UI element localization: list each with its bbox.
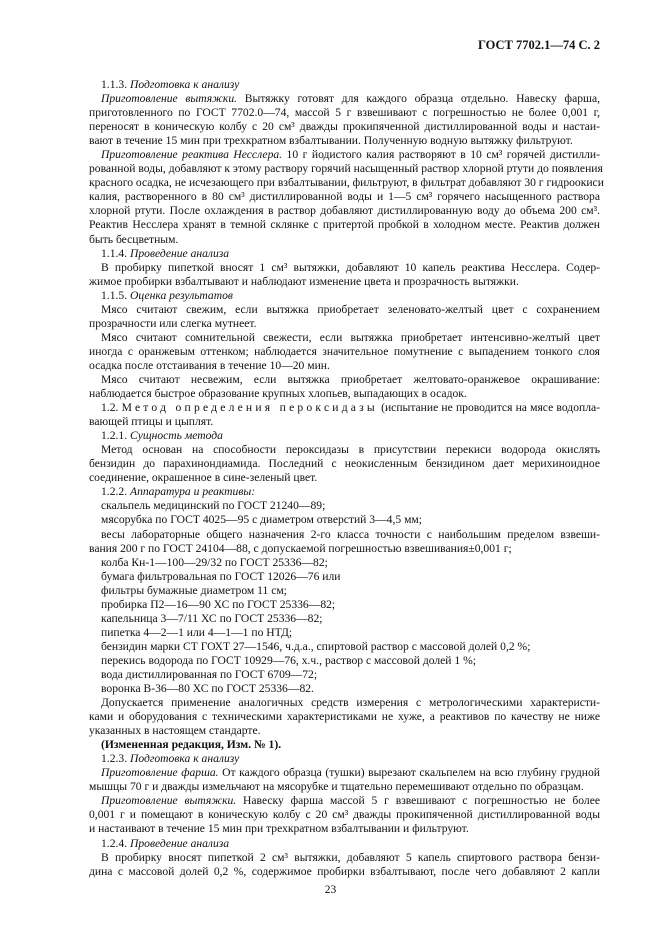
text-line [89,275,600,289]
paragraph [89,443,600,485]
text-line [89,345,600,359]
text-line [89,640,600,654]
text: дина с массовой долей 0,2 %, содержимое пробирки взбалтывают, после чего добавляют 2 капли [89,864,600,878]
paragraph [89,766,600,794]
text-line [89,176,604,190]
paragraph [89,303,600,331]
text-line [89,794,600,808]
text: 1.2.4. [101,836,130,850]
text: наблюдается быстрое образование крупных хлопьев, выпадающих в осадок. [89,387,467,401]
text-line [89,542,600,556]
spaced-heading-text: Метод определения пероксидазы [121,401,378,415]
text-line [89,584,600,598]
paragraph [89,429,600,443]
text-line [89,738,600,752]
text: пробирка П2—16—90 ХС по ГОСТ 25336—82; [101,597,336,611]
text: бумага фильтровальная по ГОСТ 12026—76 или [101,569,341,583]
text-line [89,162,603,176]
text: осадка после отстаивания в течение 10—20 мин. [89,358,330,372]
text: вания 200 г по ГОСТ 24104—88, с допускаемой погрешностью взвешивания±0,001 г; [89,541,512,555]
italic-text: Приготовление вытяжки. [101,794,237,808]
paragraph [89,528,600,556]
text: мясорубка по ГОСТ 4025—95 с диаметром отверстий 3—4,5 мм; [101,513,422,527]
text-line [89,233,600,247]
paragraph [89,640,600,654]
text-line [89,471,600,485]
paragraph [89,485,600,499]
paragraph [89,612,600,626]
paragraph [89,499,600,513]
text: Навеску фарша массой 5 г взвешивают с погрешностью не более [236,794,600,808]
text: 1.2.2. [101,485,130,499]
text: 1.1.3. [101,78,130,91]
text-line [89,556,600,570]
text-line [89,612,600,626]
text-line [89,134,600,148]
text-line [89,654,600,668]
text-line [89,359,600,373]
text-line [89,710,600,724]
paragraph [89,598,600,612]
italic-text: Приготовление реактива Несслера. [101,148,283,162]
text-line [89,822,600,836]
text: Вытяжку готовят для каждого образца отдельно. Навеску фарша, [237,92,600,106]
text-line [89,331,600,345]
text-line [89,120,600,134]
text-line [89,204,600,218]
italic-text: Приготовление фарша. [101,766,219,780]
italic-text: Оценка результатов [129,288,233,302]
text-line [89,218,600,232]
paragraph [89,696,600,738]
text: переносят в коническую колбу с 20 см³ дважды прокипяченной дистиллированной воды и настаи- [89,120,600,134]
text: В пробирку вносят пипеткой 2 см³ вытяжки, добавляют 5 капель спиртового раствора бензи- [101,850,600,864]
text: прозрачности или слегка мутнеет. [89,316,257,330]
page-header: ГОСТ 7702.1—74 С. 2 [477,38,600,52]
document-body [89,78,604,879]
text: красного осадка, не исчезающего при взбалтывании, фильтруют, в фильтрат добавляют 30 г гидроокиси [89,176,604,190]
text-line [89,387,600,401]
text: 0,001 г и помещают в коническую колбу с 20 см³ дважды прокипяченной дистиллированной воды [89,808,600,822]
italic-text: Подготовка к анализу [129,752,240,766]
italic-text: Аппаратура и реактивы: [129,485,256,499]
text: и настаивают в течение 15 мин при трехкратном взбалтывании и фильтруют. [89,822,469,836]
text-line [89,106,600,120]
text-line [89,598,600,612]
text: перекись водорода по ГОСТ 10929—76, х.ч., раствор с массовой долей 1 %; [101,653,476,667]
text-line [89,401,600,415]
paragraph [89,92,600,148]
text-line [89,752,600,766]
text-line [89,148,600,162]
text-line [89,190,600,204]
text-line [89,513,600,527]
paragraph [89,752,600,766]
text: Метод основан на способности пероксидазы в присутствии перекиси водорода окислять [101,443,600,457]
text: Мясо считают несвежим, если вытяжка приобретает желтовато-оранжевое окрашивание: [101,372,600,386]
text-line [89,457,600,471]
paragraph [89,570,600,584]
italic-text: Приготовление вытяжки. [101,92,238,106]
text: Реактив Несслера хранят в темной склянке с притертой пробкой в холодном месте. Реактив должен [89,218,600,232]
text: Мясо считают свежим, если вытяжка приобретает зеленовато-желтый цвет с сохранением [101,302,600,316]
text: хлорной ртути. После охлаждения в раствор добавляют дистиллированную воду до объема 200 см³. [89,204,600,218]
text-line [89,247,600,261]
paragraph [89,851,600,879]
paragraph [89,261,600,289]
text-line [89,317,600,331]
text: фильтры бумажные диаметром 11 см; [101,583,287,597]
text: 1.2.3. [101,752,130,766]
text: 1.2. [101,401,122,415]
paragraph [89,556,600,570]
text: пипетка 4—2—1 или 4—1—1 по НТД; [101,625,293,639]
italic-text: Сущность метода [129,429,223,443]
text-line [89,499,600,513]
text: вают в течение 15 мин при трехкратном взбалтывании. Полученную водную вытяжку фильтруют. [89,134,573,148]
text-line [89,766,600,780]
paragraph [89,837,600,851]
text: указанных в настоящем стандарте. [89,724,261,738]
text: рованной воды, добавляют к этому раствору горячий насыщенный раствор хлорной ртути до появления [89,162,603,176]
text-line [89,865,600,879]
text: В пробирку пипеткой вносят 1 см³ вытяжки, добавляют 10 капель реактива Несслера. Содер- [101,260,600,274]
text: 10 г йодистого калия растворяют в 10 см³ горячей дистилли- [282,148,600,162]
text-line [89,415,600,429]
text-line [89,808,600,822]
paragraph [89,682,600,696]
paragraph [89,513,600,527]
paragraph [89,78,600,92]
italic-text: Подготовка к анализу [129,78,240,91]
page-number: 23 [324,884,337,896]
text: иногда с оранжевым оттенком; наблюдается значительное помутнение с выпадением тонкого слоя [89,344,600,358]
text: (испытание не проводится на мясе водопла- [377,401,600,415]
text-line [89,837,600,851]
text: калия, растворенного в 80 см³ дистиллированной воды и 1—5 см³ горячего насыщенного раствора [89,190,600,204]
paragraph [89,289,600,303]
paragraph [89,331,600,373]
text-line [89,626,600,640]
text: 1.2.1. [101,429,130,443]
text: скальпель медицинский по ГОСТ 21240—89; [101,499,326,513]
paragraph [89,148,604,246]
text-line [89,373,600,387]
italic-text: Проведение анализа [129,246,230,260]
text: Допускается применение аналогичных средств измерения с метрологическими характеристи- [101,696,600,710]
text: 1.1.4. [101,246,130,260]
text-line [89,780,600,794]
paragraph [89,794,600,836]
text: ками и оборудования с техническими характеристиками не хуже, а реактивов по качеству не ниже [89,710,600,724]
text-line [89,570,600,584]
paragraph [89,584,600,598]
italic-text: Проведение анализа [129,836,230,850]
text: жимое пробирки взбалтывают и наблюдают изменение цвета и прозрачность вытяжки. [89,274,519,288]
text-line [89,443,600,457]
text-line [89,724,600,738]
text: весы лабораторные общего назначения 2-го класса точности с наибольшим пределом взвеши- [101,527,600,541]
text: бензидин до парахинондиамида. Последний с неокисленным бензидином дает мерихиноидное [89,457,600,471]
text-line [89,682,600,696]
paragraph [89,654,600,668]
text: быть бесцветным. [89,232,179,246]
text-line [89,528,600,542]
text-line [89,851,600,865]
text-line [89,92,600,106]
text: Мясо считают сомнительной свежести, если вытяжка приобретает интенсивно-желтый цвет [101,330,600,344]
text: соединение, окрашенное в сине-зеленый цвет. [89,471,318,485]
text-line [89,78,600,92]
text: капельница 3—7/11 ХС по ГОСТ 25336—82; [101,611,323,625]
text-line [89,485,600,499]
text-line [89,668,600,682]
paragraph [89,626,600,640]
paragraph [89,401,600,429]
text: бензидин марки СТ ГОХТ 27—1546, ч.д.а., спиртовой раствор с массовой долей 0,2 %; [101,639,531,653]
paragraph [89,247,600,261]
text: вода дистиллированная по ГОСТ 6709—72; [101,667,318,681]
text: 1.1.5. [101,288,130,302]
text-line [89,429,600,443]
text: От каждого образца (тушки) вырезают скальпелем на всю глубину грудной [218,766,600,780]
text: мышцы 70 г и дважды измельчают на мясорубке и тщательно перемешивают отдельно по образцам. [89,780,584,794]
text-line [89,261,600,275]
text-line [89,303,600,317]
text-line [89,696,600,710]
text: колба Кн-1—100—29/32 по ГОСТ 25336—82; [101,555,328,569]
text-line [89,289,600,303]
text: воронка В-36—80 ХС по ГОСТ 25336—82. [101,682,314,696]
paragraph [89,373,600,401]
paragraph [89,738,600,752]
bold-text: (Измененная редакция, Изм. № 1). [101,738,282,752]
text: вающей птицы и цыплят. [89,415,214,429]
paragraph [89,668,600,682]
text: приготовленного по ГОСТ 7702.0—74, массой 5 г взвешивают с погрешностью не более 0,001 г, [89,106,600,120]
